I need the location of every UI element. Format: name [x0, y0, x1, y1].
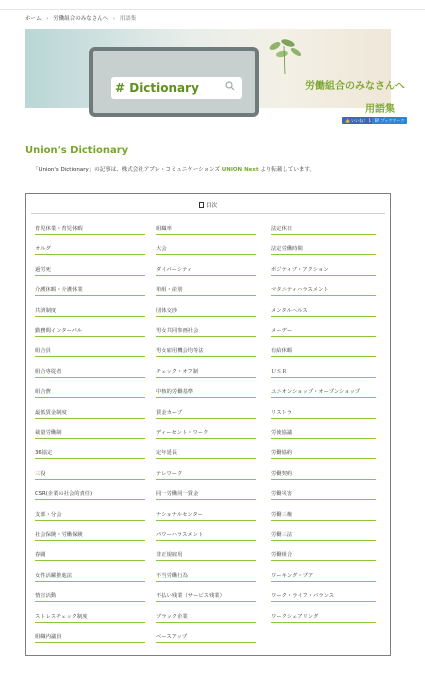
- toc-term-link[interactable]: 組織内議員: [35, 631, 145, 643]
- toc-term-link[interactable]: 三役: [35, 468, 145, 480]
- breadcrumb: [25, 14, 139, 22]
- top-header-bar: [0, 0, 425, 10]
- toc-term-link[interactable]: 組合費: [35, 386, 145, 398]
- toc-term-link[interactable]: 大会: [156, 243, 256, 255]
- toc-term-link[interactable]: 男女雇用機会均等法: [156, 345, 256, 357]
- toc-term-link[interactable]: 労働協約: [271, 447, 376, 459]
- toc-term-link[interactable]: マタニティハラスメント: [271, 284, 376, 296]
- plant-icon: [260, 34, 310, 74]
- toc-term-link[interactable]: ベースアップ: [156, 631, 256, 643]
- search-icon: [225, 81, 235, 91]
- toc-term-link[interactable]: 育児休業・育児休暇: [35, 223, 145, 235]
- intro-text-after: より転載しています。: [258, 167, 315, 173]
- breadcrumb-separator: ›: [46, 16, 49, 22]
- toc-term-link[interactable]: ブラック企業: [156, 611, 256, 623]
- toc-term-link[interactable]: 労働契約: [271, 468, 376, 480]
- toc-term-link[interactable]: 中核的労働基準: [156, 386, 256, 398]
- toc-term-link[interactable]: 法定休日: [271, 223, 376, 235]
- toc-term-link[interactable]: 定年延長: [156, 447, 256, 459]
- toc-term-link[interactable]: 女性活躍推進法: [35, 570, 145, 582]
- list-icon: [199, 202, 204, 208]
- breadcrumb-current: 用語集: [119, 16, 137, 22]
- toc-term-link[interactable]: 春闘: [35, 549, 145, 561]
- intro-text: [33, 165, 315, 173]
- toc-term-link[interactable]: 非正規雇用: [156, 549, 256, 561]
- toc-term-link[interactable]: メンタルヘルス: [271, 305, 376, 317]
- toc-term-link[interactable]: オルグ: [35, 243, 145, 255]
- toc-term-link[interactable]: 労働三法: [271, 529, 376, 541]
- toc-term-link[interactable]: 最低賃金制度: [35, 407, 145, 419]
- toc-term-link[interactable]: 組織率: [156, 223, 256, 235]
- toc-term-link[interactable]: CSR(企業の社会的責任): [35, 488, 145, 500]
- toc-term-link[interactable]: 有給休暇: [271, 345, 376, 357]
- table-of-contents: [25, 193, 391, 656]
- toc-term-link[interactable]: リストラ: [271, 407, 376, 419]
- toc-term-link[interactable]: 不当労働行為: [156, 570, 256, 582]
- breadcrumb-separator: ›: [112, 16, 116, 22]
- breadcrumb-home-link[interactable]: ホーム: [25, 16, 42, 22]
- toc-term-link[interactable]: 共済制度: [35, 305, 145, 317]
- toc-heading: [26, 201, 390, 209]
- page-title: Union's Dictionary: [25, 145, 129, 156]
- toc-term-link[interactable]: 男女共同参画社会: [156, 325, 256, 337]
- toc-term-link[interactable]: メーデー: [271, 325, 376, 337]
- toc-term-link[interactable]: 勤務間インターバル: [35, 325, 145, 337]
- toc-term-link[interactable]: ワーキング・プア: [271, 570, 376, 582]
- toc-term-link[interactable]: 不払い残業（サービス残業）: [156, 590, 256, 602]
- toc-term-link[interactable]: ポジティブ・アクション: [271, 264, 376, 276]
- toc-term-link[interactable]: 賃金カーブ: [156, 407, 256, 419]
- toc-term-link[interactable]: ダイバーシティ: [156, 264, 256, 276]
- toc-term-link[interactable]: 法定労働時間: [271, 243, 376, 255]
- toc-term-link[interactable]: ストレスチェック制度: [35, 611, 145, 623]
- toc-term-link[interactable]: 支部・分会: [35, 509, 145, 521]
- toc-term-link[interactable]: 労使協議: [271, 427, 376, 439]
- toc-term-link[interactable]: 36協定: [35, 447, 145, 459]
- intro-text-before: 「Union's Dictionary」の記事は、株式会社アプレ・コミュニケーションズ: [33, 167, 222, 173]
- banner-title-line2: 用語集: [365, 104, 395, 115]
- toc-term-link[interactable]: パワーハラスメント: [156, 529, 256, 541]
- toc-heading-label: 目次: [205, 203, 217, 209]
- toc-term-link[interactable]: ワーク・ライフ・バランス: [271, 590, 376, 602]
- toc-term-link[interactable]: 労働組合: [271, 549, 376, 561]
- toc-term-link[interactable]: 組合員: [35, 345, 145, 357]
- toc-term-link[interactable]: テレワーク: [156, 468, 256, 480]
- toc-term-link[interactable]: 団体交渉: [156, 305, 256, 317]
- toc-term-link[interactable]: チェック・オフ制: [156, 366, 256, 378]
- hero-banner: [25, 29, 405, 115]
- toc-term-link[interactable]: ディーセント・ワーク: [156, 427, 256, 439]
- toc-term-link[interactable]: ナショナルセンター: [156, 509, 256, 521]
- toc-term-link[interactable]: ワークシェアリング: [271, 611, 376, 623]
- toc-divider: [31, 213, 385, 214]
- toc-term-link[interactable]: 情宣活動: [35, 590, 145, 602]
- union-next-link[interactable]: UNION Next: [221, 167, 259, 173]
- toc-term-link[interactable]: 過労死: [35, 264, 145, 276]
- facebook-like-button[interactable]: 👍 いいね！ 1: [342, 117, 374, 124]
- toc-term-link[interactable]: 裁量労働制: [35, 427, 145, 439]
- toc-term-link[interactable]: 社会保険・労働保険: [35, 529, 145, 541]
- toc-term-link[interactable]: 労働災害: [271, 488, 376, 500]
- hatena-bookmark-button[interactable]: B! ブックマーク: [372, 117, 407, 124]
- toc-term-link[interactable]: 同一労働同一賃金: [156, 488, 256, 500]
- toc-term-link[interactable]: 組合専従者: [35, 366, 145, 378]
- toc-term-link[interactable]: 介護休暇・介護休業: [35, 284, 145, 296]
- breadcrumb-parent-link[interactable]: 労働組合のみなさんへ: [53, 16, 109, 22]
- toc-term-link[interactable]: ユニオンショップ・オープンショップ: [271, 386, 376, 398]
- banner-dictionary-logo: # Dictionary: [115, 81, 199, 95]
- toc-term-link[interactable]: ＵＳＲ: [271, 366, 376, 378]
- toc-term-link[interactable]: 単組・産別: [156, 284, 256, 296]
- banner-title-line1: 労働組合のみなさんへ: [305, 81, 405, 92]
- toc-term-link[interactable]: 労働三権: [271, 509, 376, 521]
